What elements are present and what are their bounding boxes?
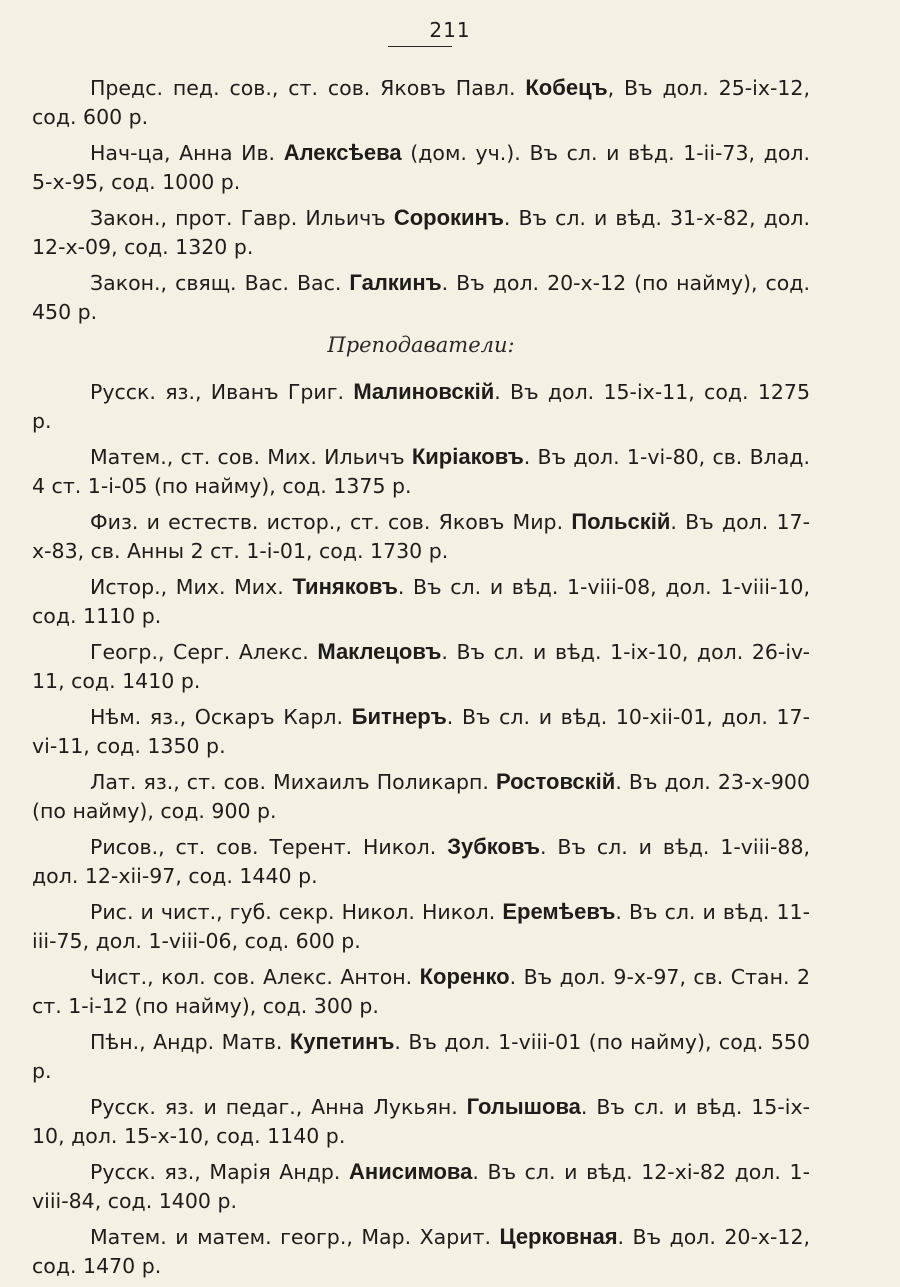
administration-entries	[32, 73, 810, 327]
staff-entry	[32, 637, 810, 696]
staff-surname: Алексѣева	[283, 140, 402, 165]
header-rule	[388, 46, 452, 47]
staff-entry-position: Истор., Мих. Мих.	[90, 575, 293, 599]
staff-entry-details: . Въ дол. 23-x-900 (по найму), сод. 900 р.	[32, 770, 810, 823]
staff-entry-position: Чист., кол. сов. Алекс. Антон.	[90, 965, 420, 989]
staff-entry-position: Закон., свящ. Вас. Вас.	[90, 271, 350, 295]
staff-entry	[32, 203, 810, 262]
staff-surname: Анисимова	[349, 1159, 473, 1184]
staff-surname: Еремѣевъ	[502, 899, 616, 924]
staff-surname: Кобецъ	[525, 75, 608, 100]
teacher-entries	[32, 377, 810, 1281]
staff-surname: Киріаковъ	[411, 444, 524, 469]
staff-entry-position: Русск. яз. и педаг., Анна Лукьян.	[90, 1095, 467, 1119]
staff-entry	[32, 832, 810, 891]
staff-entry-position: Геогр., Серг. Алекс.	[90, 640, 318, 664]
staff-entry-position: Нач-ца, Анна Ив.	[90, 141, 284, 165]
staff-entry	[32, 268, 810, 327]
staff-entry	[32, 572, 810, 631]
staff-entry-details: (дом. уч.). Въ сл. и вѣд. 1-ii-73, дол. 5-x-95, сод. 1000 р.	[32, 141, 810, 194]
staff-surname: Коренко	[419, 964, 510, 989]
staff-entry-position: Рисов., ст. сов. Терент. Никол.	[90, 835, 448, 859]
staff-entry	[32, 507, 810, 566]
staff-entry-details: . Въ дол. 20-x-12, сод. 1470 р.	[32, 1225, 810, 1278]
staff-entry-details: . Въ сл. и вѣд. 11-iii-75, дол. 1-viii-06, сод. 600 р.	[32, 900, 810, 953]
staff-entry-details: . Въ дол. 9-x-97, св. Стан. 2 ст. 1-i-12 (по найму), сод. 300 р.	[32, 965, 811, 1018]
staff-entry-position: Пѣн., Андр. Матв.	[90, 1030, 290, 1054]
entries-list	[32, 73, 810, 1287]
staff-entry	[32, 1157, 810, 1216]
staff-entry-position: Рис. и чист., губ. секр. Никол. Никол.	[90, 900, 503, 924]
staff-entry	[32, 962, 810, 1021]
staff-entry-details: . Въ дол. 1-vi-80, св. Влад. 4 ст. 1-i-05 (по найму), сод. 1375 р.	[32, 445, 810, 498]
staff-surname: Тиняковъ	[292, 574, 398, 599]
staff-entry-details: . Въ сл. и вѣд. 31-x-82, дол. 12-x-09, сод. 1320 р.	[32, 206, 810, 259]
staff-entry-position: Матем., ст. сов. Мих. Ильичъ	[90, 445, 412, 469]
staff-surname: Малиновскій	[353, 379, 495, 404]
staff-surname: Голышова	[466, 1094, 581, 1119]
staff-entry-position: Закон., прот. Гавр. Ильичъ	[90, 206, 394, 230]
page-number: 211	[429, 18, 471, 42]
staff-entry	[32, 1092, 810, 1151]
staff-entry	[32, 1027, 810, 1086]
staff-surname: Купетинъ	[289, 1029, 395, 1054]
staff-surname: Маклецовъ	[317, 639, 442, 664]
staff-entry-position: Матем. и матем. геогр., Мар. Харит.	[90, 1225, 500, 1249]
staff-surname: Церковная	[499, 1224, 618, 1249]
staff-entry-details: . Въ сл. и вѣд. 1-ix-10, дол. 26-iv-11, сод. 1410 р.	[32, 640, 810, 693]
staff-entry-details: . Въ сл. и вѣд. 15-ix-10, дол. 15-x-10, сод. 1140 р.	[32, 1095, 810, 1148]
section-heading: Преподаватели:	[327, 333, 515, 357]
staff-entry-details: . Въ дол. 17-x-83, св. Анны 2 ст. 1-i-01, сод. 1730 р.	[32, 510, 810, 563]
staff-surname: Ростовскій	[496, 769, 616, 794]
staff-surname: Польскій	[571, 509, 671, 534]
staff-surname: Галкинъ	[349, 270, 442, 295]
staff-entry	[32, 1222, 810, 1281]
staff-entry-position: Нѣм. яз., Оскаръ Карл.	[90, 705, 352, 729]
staff-entry-details: . Въ сл. и вѣд. 10-xii-01, дол. 17-vi-11, сод. 1350 р.	[32, 705, 810, 758]
staff-entry-details: , Въ дол. 25-ix-12, сод. 600 р.	[32, 76, 810, 129]
staff-entry	[32, 702, 810, 761]
staff-entry	[32, 138, 810, 197]
staff-entry	[32, 442, 810, 501]
staff-entry	[32, 767, 810, 826]
staff-entry-position: Предс. пед. сов., ст. сов. Яковъ Павл.	[90, 76, 526, 100]
staff-entry-position: Русск. яз., Марія Андр.	[90, 1160, 350, 1184]
staff-entry	[32, 377, 810, 436]
staff-surname: Зубковъ	[447, 834, 540, 859]
staff-entry	[32, 897, 810, 956]
staff-entry-details: . Въ сл. и вѣд. 1-viii-08, дол. 1-viii-10, сод. 1110 р.	[32, 575, 810, 628]
staff-entry-details: . Въ дол. 20-x-12 (по найму), сод. 450 р.	[32, 271, 811, 324]
staff-entry-position: Физ. и естеств. истор., ст. сов. Яковъ Мир.	[90, 510, 572, 534]
staff-entry-details: . Въ сл. и вѣд. 1-viii-88, дол. 12-xii-97, сод. 1440 р.	[32, 835, 810, 888]
staff-entry-details: . Въ дол. 1-viii-01 (по найму), сод. 550 р.	[32, 1030, 810, 1083]
staff-entry-details: . Въ сл. и вѣд. 12-xi-82 дол. 1-viii-84, сод. 1400 р.	[32, 1160, 810, 1213]
staff-entry	[32, 73, 810, 132]
staff-surname: Битнеръ	[351, 704, 447, 729]
staff-surname: Сорокинъ	[393, 205, 504, 230]
staff-entry-position: Лат. яз., ст. сов. Михаилъ Поликарп.	[90, 770, 497, 794]
staff-entry-position: Русск. яз., Иванъ Григ.	[90, 380, 354, 404]
staff-entry-details: . Въ дол. 15-ix-11, сод. 1275 р.	[32, 380, 811, 433]
